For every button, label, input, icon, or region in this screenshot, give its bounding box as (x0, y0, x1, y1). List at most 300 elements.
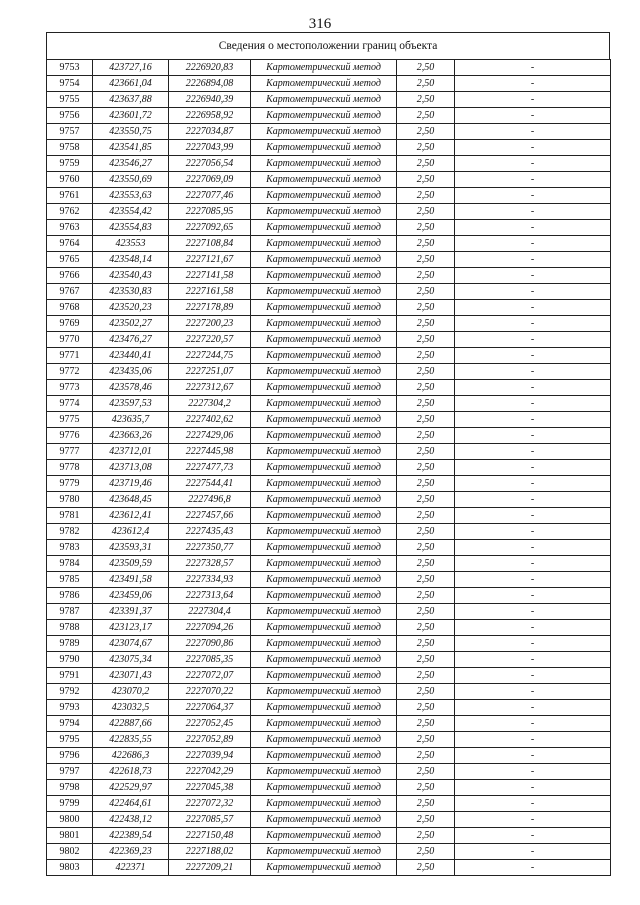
description-cell: - (455, 140, 611, 156)
table-row (47, 684, 611, 700)
point-id-cell: 9766 (47, 268, 93, 284)
description-cell: - (455, 188, 611, 204)
method-cell: Картометрический метод (251, 172, 397, 188)
x-coordinate-cell: 423071,43 (93, 668, 169, 684)
description-cell: - (455, 764, 611, 780)
y-coordinate-cell: 2227334,93 (169, 572, 251, 588)
table-row (47, 124, 611, 140)
description-cell: - (455, 108, 611, 124)
description-cell: - (455, 60, 611, 76)
method-cell: Картометрический метод (251, 444, 397, 460)
description-cell: - (455, 428, 611, 444)
description-cell: - (455, 172, 611, 188)
description-cell: - (455, 588, 611, 604)
point-id-cell: 9791 (47, 668, 93, 684)
method-cell: Картометрический метод (251, 684, 397, 700)
method-cell: Картометрический метод (251, 332, 397, 348)
method-cell: Картометрический метод (251, 428, 397, 444)
precision-cell: 2,50 (397, 844, 455, 860)
precision-cell: 2,50 (397, 60, 455, 76)
precision-cell: 2,50 (397, 124, 455, 140)
x-coordinate-cell: 423520,23 (93, 300, 169, 316)
x-coordinate-cell: 422887,66 (93, 716, 169, 732)
precision-cell: 2,50 (397, 508, 455, 524)
point-id-cell: 9754 (47, 76, 93, 92)
point-id-cell: 9796 (47, 748, 93, 764)
method-cell: Картометрический метод (251, 92, 397, 108)
precision-cell: 2,50 (397, 540, 455, 556)
description-cell: - (455, 780, 611, 796)
method-cell: Картометрический метод (251, 268, 397, 284)
y-coordinate-cell: 2226920,83 (169, 60, 251, 76)
x-coordinate-cell: 423391,37 (93, 604, 169, 620)
x-coordinate-cell: 422835,55 (93, 732, 169, 748)
point-id-cell: 9794 (47, 716, 93, 732)
table-row (47, 428, 611, 444)
precision-cell: 2,50 (397, 156, 455, 172)
precision-cell: 2,50 (397, 188, 455, 204)
point-id-cell: 9755 (47, 92, 93, 108)
method-cell: Картометрический метод (251, 300, 397, 316)
description-cell: - (455, 796, 611, 812)
precision-cell: 2,50 (397, 620, 455, 636)
y-coordinate-cell: 2227052,45 (169, 716, 251, 732)
method-cell: Картометрический метод (251, 236, 397, 252)
table-row (47, 380, 611, 396)
precision-cell: 2,50 (397, 380, 455, 396)
x-coordinate-cell: 423637,88 (93, 92, 169, 108)
precision-cell: 2,50 (397, 444, 455, 460)
coordinates-table (46, 59, 611, 876)
method-cell: Картометрический метод (251, 316, 397, 332)
method-cell: Картометрический метод (251, 860, 397, 876)
y-coordinate-cell: 2227200,23 (169, 316, 251, 332)
precision-cell: 2,50 (397, 524, 455, 540)
x-coordinate-cell: 422371 (93, 860, 169, 876)
y-coordinate-cell: 2227141,58 (169, 268, 251, 284)
point-id-cell: 9778 (47, 460, 93, 476)
precision-cell: 2,50 (397, 812, 455, 828)
y-coordinate-cell: 2226894,08 (169, 76, 251, 92)
point-id-cell: 9803 (47, 860, 93, 876)
point-id-cell: 9792 (47, 684, 93, 700)
x-coordinate-cell: 423712,01 (93, 444, 169, 460)
x-coordinate-cell: 422438,12 (93, 812, 169, 828)
precision-cell: 2,50 (397, 556, 455, 572)
x-coordinate-cell: 423440,41 (93, 348, 169, 364)
point-id-cell: 9785 (47, 572, 93, 588)
table-row (47, 284, 611, 300)
point-id-cell: 9780 (47, 492, 93, 508)
precision-cell: 2,50 (397, 284, 455, 300)
x-coordinate-cell: 423593,31 (93, 540, 169, 556)
table-row (47, 556, 611, 572)
point-id-cell: 9771 (47, 348, 93, 364)
point-id-cell: 9800 (47, 812, 93, 828)
point-id-cell: 9789 (47, 636, 93, 652)
method-cell: Картометрический метод (251, 636, 397, 652)
method-cell: Картометрический метод (251, 140, 397, 156)
precision-cell: 2,50 (397, 572, 455, 588)
section-title: Сведения о местоположении границ объекта (46, 32, 610, 60)
precision-cell: 2,50 (397, 108, 455, 124)
precision-cell: 2,50 (397, 412, 455, 428)
y-coordinate-cell: 2227477,73 (169, 460, 251, 476)
method-cell: Картометрический метод (251, 668, 397, 684)
point-id-cell: 9795 (47, 732, 93, 748)
table-row (47, 412, 611, 428)
table-row (47, 348, 611, 364)
method-cell: Картометрический метод (251, 364, 397, 380)
y-coordinate-cell: 2227150,48 (169, 828, 251, 844)
table-row (47, 92, 611, 108)
table-row (47, 460, 611, 476)
method-cell: Картометрический метод (251, 828, 397, 844)
description-cell: - (455, 236, 611, 252)
method-cell: Картометрический метод (251, 540, 397, 556)
precision-cell: 2,50 (397, 252, 455, 268)
description-cell: - (455, 156, 611, 172)
method-cell: Картометрический метод (251, 764, 397, 780)
description-cell: - (455, 396, 611, 412)
description-cell: - (455, 252, 611, 268)
description-cell: - (455, 844, 611, 860)
y-coordinate-cell: 2227304,4 (169, 604, 251, 620)
table-row (47, 156, 611, 172)
x-coordinate-cell: 423550,75 (93, 124, 169, 140)
table-row (47, 316, 611, 332)
point-id-cell: 9801 (47, 828, 93, 844)
y-coordinate-cell: 2227178,89 (169, 300, 251, 316)
precision-cell: 2,50 (397, 700, 455, 716)
x-coordinate-cell: 423663,26 (93, 428, 169, 444)
x-coordinate-cell: 423578,46 (93, 380, 169, 396)
method-cell: Картометрический метод (251, 156, 397, 172)
y-coordinate-cell: 2227092,65 (169, 220, 251, 236)
method-cell: Картометрический метод (251, 108, 397, 124)
x-coordinate-cell: 423661,04 (93, 76, 169, 92)
point-id-cell: 9782 (47, 524, 93, 540)
y-coordinate-cell: 2226940,39 (169, 92, 251, 108)
point-id-cell: 9783 (47, 540, 93, 556)
y-coordinate-cell: 2227072,32 (169, 796, 251, 812)
method-cell: Картометрический метод (251, 732, 397, 748)
x-coordinate-cell: 423502,27 (93, 316, 169, 332)
description-cell: - (455, 620, 611, 636)
point-id-cell: 9784 (47, 556, 93, 572)
y-coordinate-cell: 2227056,54 (169, 156, 251, 172)
point-id-cell: 9798 (47, 780, 93, 796)
x-coordinate-cell: 423476,27 (93, 332, 169, 348)
description-cell: - (455, 92, 611, 108)
table-row (47, 732, 611, 748)
precision-cell: 2,50 (397, 460, 455, 476)
x-coordinate-cell: 422529,97 (93, 780, 169, 796)
x-coordinate-cell: 423546,27 (93, 156, 169, 172)
table-row (47, 828, 611, 844)
description-cell: - (455, 812, 611, 828)
table-row (47, 396, 611, 412)
x-coordinate-cell: 423509,59 (93, 556, 169, 572)
x-coordinate-cell: 423553 (93, 236, 169, 252)
y-coordinate-cell: 2227085,35 (169, 652, 251, 668)
method-cell: Картометрический метод (251, 572, 397, 588)
precision-cell: 2,50 (397, 716, 455, 732)
x-coordinate-cell: 423123,17 (93, 620, 169, 636)
method-cell: Картометрический метод (251, 604, 397, 620)
x-coordinate-cell: 423612,4 (93, 524, 169, 540)
point-id-cell: 9774 (47, 396, 93, 412)
point-id-cell: 9788 (47, 620, 93, 636)
point-id-cell: 9776 (47, 428, 93, 444)
x-coordinate-cell: 423635,7 (93, 412, 169, 428)
precision-cell: 2,50 (397, 604, 455, 620)
method-cell: Картометрический метод (251, 620, 397, 636)
method-cell: Картометрический метод (251, 396, 397, 412)
point-id-cell: 9773 (47, 380, 93, 396)
table-row (47, 236, 611, 252)
x-coordinate-cell: 422686,3 (93, 748, 169, 764)
table-row (47, 620, 611, 636)
description-cell: - (455, 412, 611, 428)
method-cell: Картометрический метод (251, 252, 397, 268)
x-coordinate-cell: 423032,5 (93, 700, 169, 716)
y-coordinate-cell: 2227052,89 (169, 732, 251, 748)
method-cell: Картометрический метод (251, 796, 397, 812)
page-number: 316 (308, 16, 332, 32)
y-coordinate-cell: 2227045,38 (169, 780, 251, 796)
table-row (47, 572, 611, 588)
precision-cell: 2,50 (397, 860, 455, 876)
point-id-cell: 9777 (47, 444, 93, 460)
method-cell: Картометрический метод (251, 844, 397, 860)
x-coordinate-cell: 423074,67 (93, 636, 169, 652)
point-id-cell: 9765 (47, 252, 93, 268)
table-row (47, 140, 611, 156)
point-id-cell: 9761 (47, 188, 93, 204)
method-cell: Картометрический метод (251, 652, 397, 668)
precision-cell: 2,50 (397, 92, 455, 108)
description-cell: - (455, 204, 611, 220)
table-row (47, 204, 611, 220)
description-cell: - (455, 604, 611, 620)
method-cell: Картометрический метод (251, 716, 397, 732)
precision-cell: 2,50 (397, 140, 455, 156)
y-coordinate-cell: 2227070,22 (169, 684, 251, 700)
description-cell: - (455, 716, 611, 732)
table-row (47, 764, 611, 780)
table-row (47, 108, 611, 124)
description-cell: - (455, 348, 611, 364)
x-coordinate-cell: 423070,2 (93, 684, 169, 700)
point-id-cell: 9756 (47, 108, 93, 124)
y-coordinate-cell: 2227085,57 (169, 812, 251, 828)
table-row (47, 476, 611, 492)
point-id-cell: 9781 (47, 508, 93, 524)
table-row (47, 252, 611, 268)
precision-cell: 2,50 (397, 764, 455, 780)
x-coordinate-cell: 423075,34 (93, 652, 169, 668)
description-cell: - (455, 828, 611, 844)
table-row (47, 444, 611, 460)
table-row (47, 540, 611, 556)
x-coordinate-cell: 423648,45 (93, 492, 169, 508)
table-row (47, 492, 611, 508)
precision-cell: 2,50 (397, 364, 455, 380)
point-id-cell: 9760 (47, 172, 93, 188)
point-id-cell: 9770 (47, 332, 93, 348)
method-cell: Картометрический метод (251, 412, 397, 428)
description-cell: - (455, 332, 611, 348)
x-coordinate-cell: 423435,06 (93, 364, 169, 380)
method-cell: Картометрический метод (251, 524, 397, 540)
y-coordinate-cell: 2227244,75 (169, 348, 251, 364)
table-row (47, 844, 611, 860)
y-coordinate-cell: 2227220,57 (169, 332, 251, 348)
table-row (47, 668, 611, 684)
point-id-cell: 9769 (47, 316, 93, 332)
description-cell: - (455, 476, 611, 492)
table-row (47, 60, 611, 76)
point-id-cell: 9787 (47, 604, 93, 620)
method-cell: Картометрический метод (251, 188, 397, 204)
method-cell: Картометрический метод (251, 284, 397, 300)
x-coordinate-cell: 423612,41 (93, 508, 169, 524)
table-row (47, 268, 611, 284)
precision-cell: 2,50 (397, 732, 455, 748)
description-cell: - (455, 316, 611, 332)
description-cell: - (455, 668, 611, 684)
point-id-cell: 9758 (47, 140, 93, 156)
table-row (47, 524, 611, 540)
precision-cell: 2,50 (397, 492, 455, 508)
description-cell: - (455, 540, 611, 556)
point-id-cell: 9759 (47, 156, 93, 172)
x-coordinate-cell: 423553,63 (93, 188, 169, 204)
description-cell: - (455, 572, 611, 588)
point-id-cell: 9797 (47, 764, 93, 780)
y-coordinate-cell: 2227043,99 (169, 140, 251, 156)
x-coordinate-cell: 422464,61 (93, 796, 169, 812)
precision-cell: 2,50 (397, 652, 455, 668)
y-coordinate-cell: 2227039,94 (169, 748, 251, 764)
x-coordinate-cell: 422369,23 (93, 844, 169, 860)
table-row (47, 796, 611, 812)
table-row (47, 652, 611, 668)
y-coordinate-cell: 2227350,77 (169, 540, 251, 556)
precision-cell: 2,50 (397, 300, 455, 316)
x-coordinate-cell: 423554,42 (93, 204, 169, 220)
method-cell: Картометрический метод (251, 380, 397, 396)
y-coordinate-cell: 2227064,37 (169, 700, 251, 716)
description-cell: - (455, 444, 611, 460)
table-row (47, 220, 611, 236)
description-cell: - (455, 860, 611, 876)
boundary-sheet (46, 32, 610, 876)
precision-cell: 2,50 (397, 828, 455, 844)
precision-cell: 2,50 (397, 428, 455, 444)
description-cell: - (455, 556, 611, 572)
description-cell: - (455, 284, 611, 300)
x-coordinate-cell: 423597,53 (93, 396, 169, 412)
x-coordinate-cell: 423601,72 (93, 108, 169, 124)
precision-cell: 2,50 (397, 588, 455, 604)
y-coordinate-cell: 2226958,92 (169, 108, 251, 124)
point-id-cell: 9762 (47, 204, 93, 220)
y-coordinate-cell: 2227328,57 (169, 556, 251, 572)
method-cell: Картометрический метод (251, 204, 397, 220)
x-coordinate-cell: 422618,73 (93, 764, 169, 780)
x-coordinate-cell: 423548,14 (93, 252, 169, 268)
description-cell: - (455, 300, 611, 316)
y-coordinate-cell: 2227429,06 (169, 428, 251, 444)
coordinates-table-body (47, 60, 611, 876)
point-id-cell: 9772 (47, 364, 93, 380)
y-coordinate-cell: 2227209,21 (169, 860, 251, 876)
description-cell: - (455, 732, 611, 748)
method-cell: Картометрический метод (251, 348, 397, 364)
precision-cell: 2,50 (397, 220, 455, 236)
table-row (47, 588, 611, 604)
y-coordinate-cell: 2227544,41 (169, 476, 251, 492)
point-id-cell: 9768 (47, 300, 93, 316)
table-row (47, 716, 611, 732)
x-coordinate-cell: 423459,06 (93, 588, 169, 604)
x-coordinate-cell: 423554,83 (93, 220, 169, 236)
table-row (47, 636, 611, 652)
method-cell: Картометрический метод (251, 76, 397, 92)
table-row (47, 780, 611, 796)
precision-cell: 2,50 (397, 396, 455, 412)
table-row (47, 76, 611, 92)
description-cell: - (455, 492, 611, 508)
y-coordinate-cell: 2227312,67 (169, 380, 251, 396)
description-cell: - (455, 508, 611, 524)
x-coordinate-cell: 423491,58 (93, 572, 169, 588)
y-coordinate-cell: 2227188,02 (169, 844, 251, 860)
x-coordinate-cell: 423713,08 (93, 460, 169, 476)
x-coordinate-cell: 423719,46 (93, 476, 169, 492)
table-row (47, 700, 611, 716)
y-coordinate-cell: 2227304,2 (169, 396, 251, 412)
y-coordinate-cell: 2227069,09 (169, 172, 251, 188)
table-row (47, 604, 611, 620)
precision-cell: 2,50 (397, 636, 455, 652)
y-coordinate-cell: 2227090,86 (169, 636, 251, 652)
description-cell: - (455, 364, 611, 380)
precision-cell: 2,50 (397, 684, 455, 700)
table-row (47, 172, 611, 188)
method-cell: Картометрический метод (251, 700, 397, 716)
description-cell: - (455, 124, 611, 140)
precision-cell: 2,50 (397, 332, 455, 348)
table-row (47, 748, 611, 764)
y-coordinate-cell: 2227445,98 (169, 444, 251, 460)
method-cell: Картометрический метод (251, 556, 397, 572)
x-coordinate-cell: 422389,54 (93, 828, 169, 844)
point-id-cell: 9767 (47, 284, 93, 300)
point-id-cell: 9775 (47, 412, 93, 428)
y-coordinate-cell: 2227034,87 (169, 124, 251, 140)
point-id-cell: 9802 (47, 844, 93, 860)
table-row (47, 508, 611, 524)
method-cell: Картометрический метод (251, 508, 397, 524)
point-id-cell: 9790 (47, 652, 93, 668)
precision-cell: 2,50 (397, 780, 455, 796)
y-coordinate-cell: 2227121,67 (169, 252, 251, 268)
point-id-cell: 9753 (47, 60, 93, 76)
y-coordinate-cell: 2227072,07 (169, 668, 251, 684)
